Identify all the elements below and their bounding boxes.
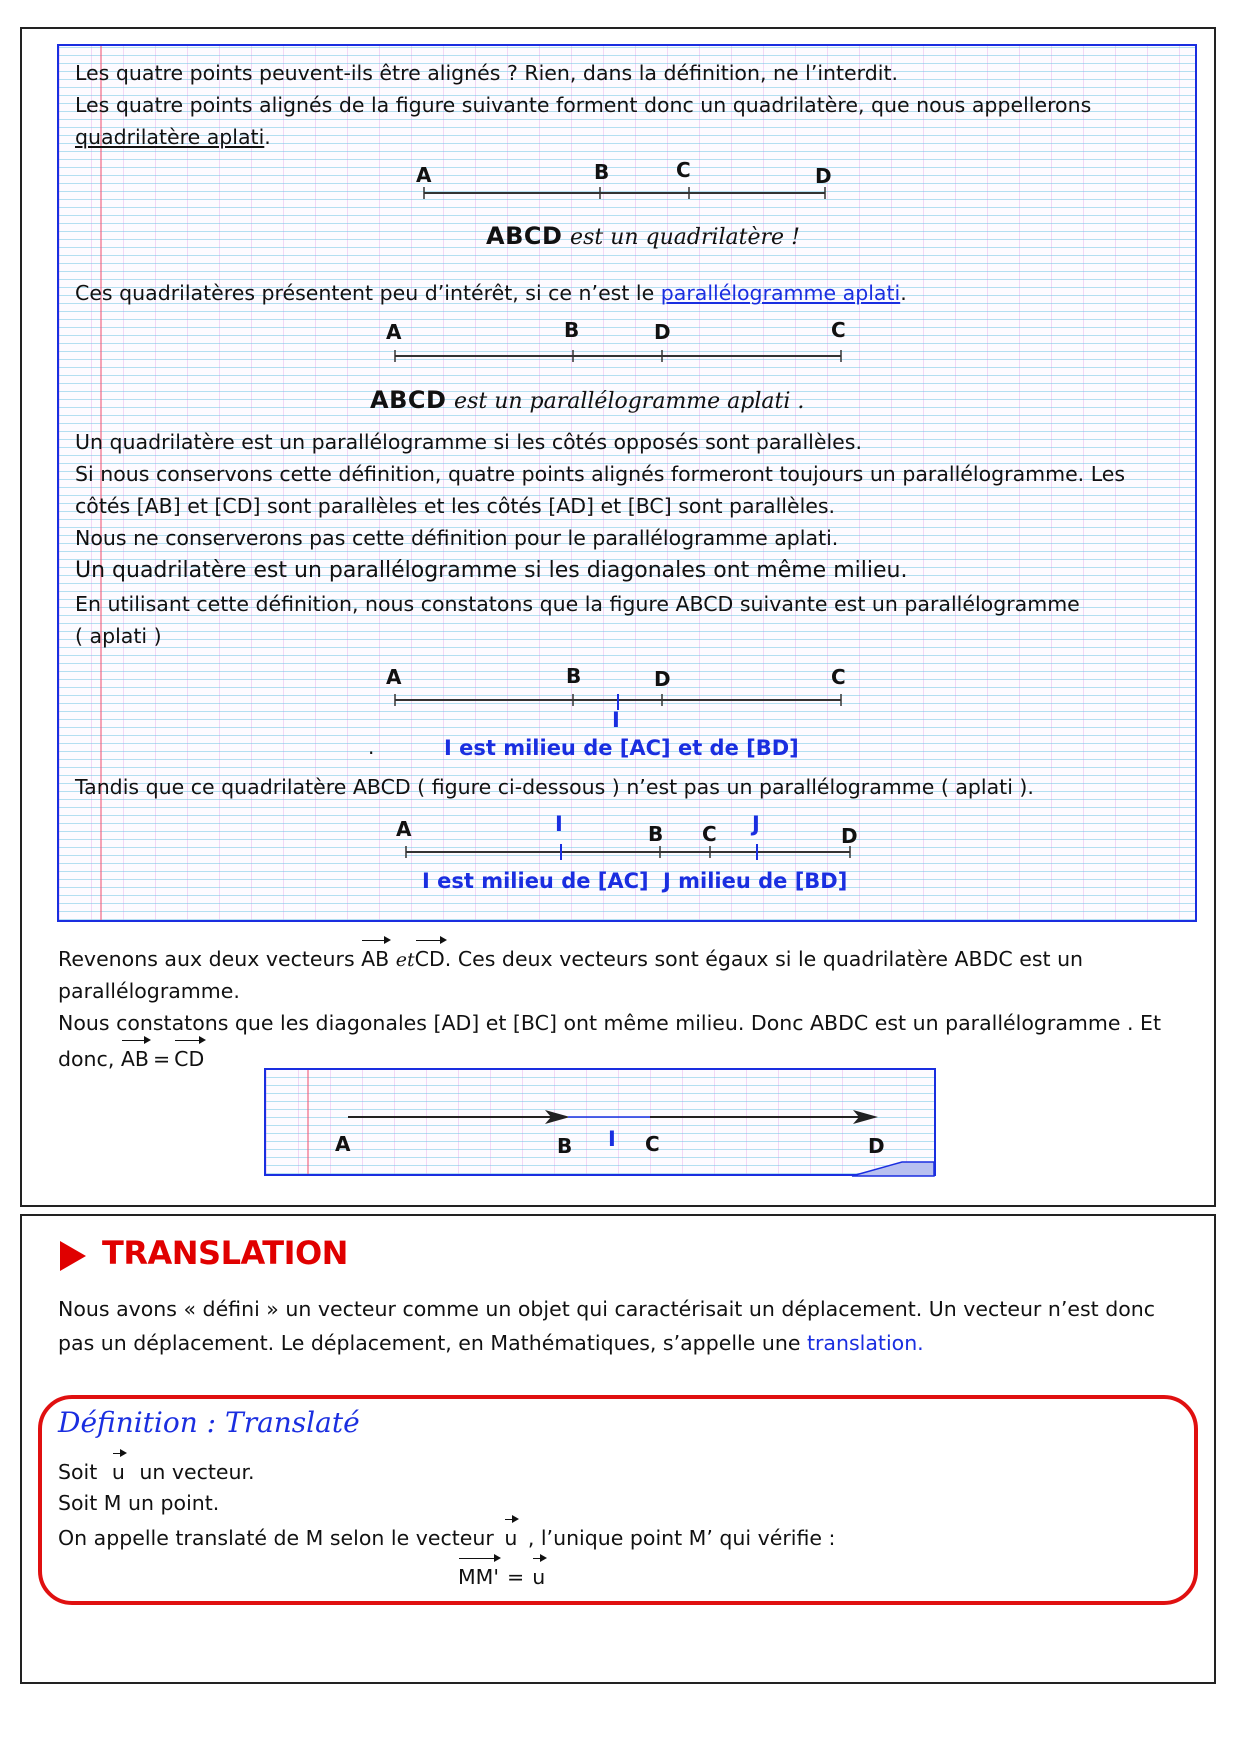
translation-p2 xyxy=(58,1327,924,1359)
translation-link[interactable]: translation. xyxy=(806,1331,924,1355)
donc-start: donc, xyxy=(58,1047,121,1071)
fig3-dot: . xyxy=(368,735,375,759)
fig2-label-d: D xyxy=(654,320,671,344)
definition-equation xyxy=(458,1561,545,1593)
definition-title: Définition : Translaté xyxy=(58,1406,360,1439)
fig5-label-c: C xyxy=(645,1132,660,1156)
definition-line-1 xyxy=(58,1456,255,1488)
definition-line-3 xyxy=(58,1522,835,1554)
translation-p2-start: pas un déplacement. Le déplacement, en Mathématiques, s’appelle une xyxy=(58,1331,807,1355)
vector-ab-eq: AB xyxy=(121,1043,149,1075)
fig2-label-b: B xyxy=(564,318,580,342)
text-line-2: Les quatre points alignés de la figure suivante forment donc un quadrilatère, que nous appellerons xyxy=(75,93,1092,117)
fig3-label-b: B xyxy=(566,664,582,688)
fig2-caption-text: est un parallélogramme aplati . xyxy=(454,389,805,414)
fig4-label-c: C xyxy=(702,822,717,846)
vector-ab: AB xyxy=(361,943,389,975)
translation-p1: Nous avons « défini » un vecteur comme un objet qui caractérisait un déplacement. Un vecteur n’est donc xyxy=(58,1297,1156,1321)
definition-line-2: Soit M un point. xyxy=(58,1491,220,1515)
vector-cd-eq: CD xyxy=(174,1043,204,1075)
fig5-label-d: D xyxy=(868,1134,885,1158)
vector-mm-prime: MM' xyxy=(458,1561,499,1593)
fig3-caption: I est milieu de [AC] et de [BD] xyxy=(444,736,799,760)
unique-point-text: , l’unique point M’ qui vérifie : xyxy=(521,1526,836,1550)
constatons-line: Nous constatons que les diagonales [AD] et [BC] ont même milieu. Donc ABDC est un parallélogramme . Et xyxy=(58,1011,1161,1035)
period: . xyxy=(900,281,907,305)
equals-sign-2: = xyxy=(507,1565,525,1589)
et-word: et xyxy=(395,949,415,971)
fig1-label-c: C xyxy=(676,158,691,182)
fig4-label-b: B xyxy=(648,822,664,846)
text-line-5: Un quadrilatère est un parallélogramme si les côtés opposés sont parallèles. xyxy=(75,430,862,454)
vector-u-2: u xyxy=(504,1522,517,1554)
fig1-label-a: A xyxy=(416,163,432,187)
text-line-11: ( aplati ) xyxy=(75,624,162,648)
fig2-label-c: C xyxy=(831,318,846,342)
fig3-label-d: D xyxy=(654,667,671,691)
fig1-label-d: D xyxy=(815,164,832,188)
vector-cd: CD xyxy=(415,943,445,975)
line4-start: Ces quadrilatères présentent peu d’intérêt, si ce n’est le xyxy=(75,281,661,305)
fig3-label-i: I xyxy=(612,708,620,732)
fig4-caption-2: J milieu de [BD] xyxy=(663,869,848,893)
vector-u-3: u xyxy=(532,1561,545,1593)
fig2-caption-prefix: ABCD xyxy=(370,386,447,414)
fig5-label-i: I xyxy=(608,1127,616,1151)
fig4-label-d: D xyxy=(841,824,858,848)
soit-text: Soit xyxy=(58,1460,104,1484)
text-line-10: En utilisant cette définition, nous constatons que la figure ABCD suivante est un parallélogramme xyxy=(75,592,1080,616)
on-appelle-text: On appelle translaté de M selon le vecteur xyxy=(58,1526,501,1550)
equals-sign: = xyxy=(152,1047,171,1071)
fig2-label-a: A xyxy=(386,320,402,344)
vector-u: u xyxy=(112,1456,125,1488)
fig1-caption-text: est un quadrilatère ! xyxy=(570,225,800,250)
text-line-9: Un quadrilatère est un parallélogramme si les diagonales ont même milieu. xyxy=(75,558,908,583)
fig1-caption-prefix: ABCD xyxy=(486,222,563,250)
text-line-12: Tandis que ce quadrilatère ABCD ( figure ci-dessous ) n’est pas un parallélogramme ( aplati ). xyxy=(75,775,1034,799)
translation-title: TRANSLATION xyxy=(102,1234,348,1272)
un-vecteur-text: un vecteur. xyxy=(132,1460,255,1484)
fig3-label-a: A xyxy=(386,665,402,689)
text-line-7: côtés [AB] et [CD] sont parallèles et les côtés [AD] et [BC] sont parallèles. xyxy=(75,494,836,518)
link-parallelogramme-aplati[interactable]: parallélogramme aplati xyxy=(660,281,901,305)
fig5-label-b: B xyxy=(557,1134,573,1158)
text-line-1: Les quatre points peuvent-ils être alignés ? Rien, dans la définition, ne l’interdit. xyxy=(75,61,899,85)
term-quadrilatere-aplati: quadrilatère aplati xyxy=(75,125,265,149)
period: . xyxy=(264,125,271,149)
fig4-label-a: A xyxy=(396,817,412,841)
fig1-label-b: B xyxy=(594,160,610,184)
fig3-label-c: C xyxy=(831,665,846,689)
fig4-label-i: I xyxy=(555,812,563,836)
fig5-label-a: A xyxy=(335,1132,351,1156)
revenons-end: . Ces deux vecteurs sont égaux si le quadrilatère ABDC est un xyxy=(444,947,1084,971)
fig4-label-j: J xyxy=(752,812,760,836)
fig4-caption-1: I est milieu de [AC] xyxy=(422,869,649,893)
text-line-6: Si nous conservons cette définition, quatre points alignés formeront toujours un parallélogramme. Les xyxy=(75,462,1126,486)
text-line-8: Nous ne conserverons pas cette définition pour le parallélogramme aplati. xyxy=(75,526,839,550)
revenons-start: Revenons aux deux vecteurs xyxy=(58,947,362,971)
parallelogramme-line: parallélogramme. xyxy=(58,979,240,1003)
